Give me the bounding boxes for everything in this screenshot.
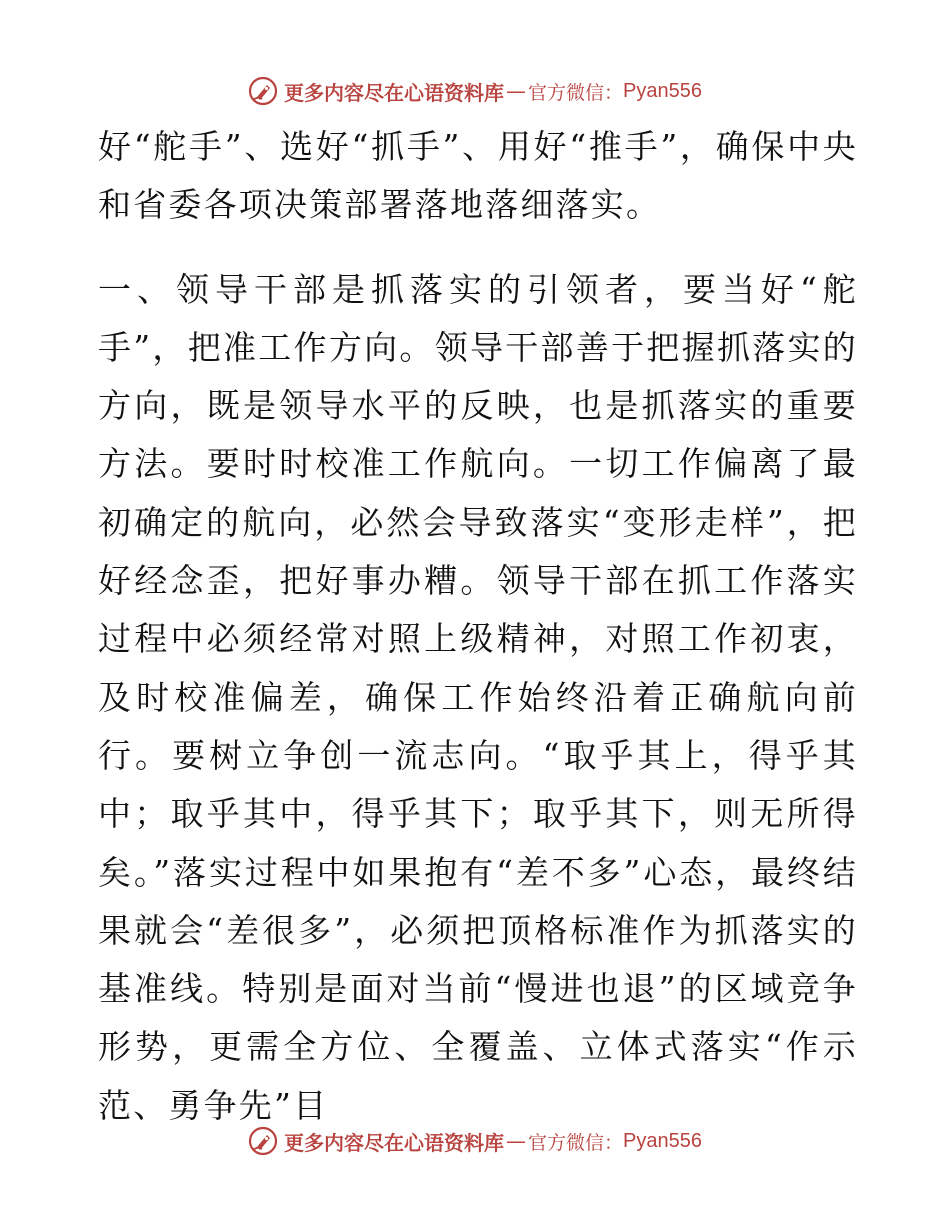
paragraph: 好“舵手”、选好“抓手”、用好“推手”，确保中央和省委各项决策部署落地落细落实。 — [98, 127, 858, 225]
paragraph: 一、领导干部是抓落实的引领者，要当好“舵手”，把准工作方向。领导干部善于把握抓落实的方向，既是领导水平的反映，也是抓落实的重要方法。要时时校准工作航向。一切工作偏离了最初确定的航向，必然会导致落实“变形走样”，把好经念歪，把好事办糟。领导干部在抓工作落实过程中必须经常对照上级精神，对照工作初衷，及时校准偏差，确保工作始终沿着正确航向前行。要树立争创一流志向。“取乎其上，得乎其中；取乎其中，得乎其下；取乎其下，则无所得矣。”落实过程中如果抱有“差不多”心态，最终结果就会“差很多”，必须把顶格标准作为抓落实的基准线。特别是面对当前“慢进也退”的区域竞争形势，更需全方位、全覆盖、立体式落实“作示范、勇争先”目 — [98, 269, 858, 1125]
pen-nib-logo-icon — [248, 76, 278, 106]
footer-banner — [0, 1121, 950, 1161]
banner-wechat-label: 官方微信： — [528, 1131, 624, 1154]
banner-title: 更多内容尽在心语资料库 — [284, 80, 504, 105]
banner-dash: — — [506, 79, 526, 103]
document-body — [98, 118, 858, 1135]
pen-nib-logo-icon — [248, 1126, 278, 1156]
banner-dash: — — [506, 1129, 526, 1153]
banner-wechat-id: Pyan556 — [623, 79, 702, 102]
banner-title: 更多内容尽在心语资料库 — [284, 1130, 504, 1155]
banner-wechat-id: Pyan556 — [623, 1129, 702, 1152]
header-banner — [0, 71, 950, 111]
banner-wechat-label: 官方微信： — [528, 81, 624, 104]
